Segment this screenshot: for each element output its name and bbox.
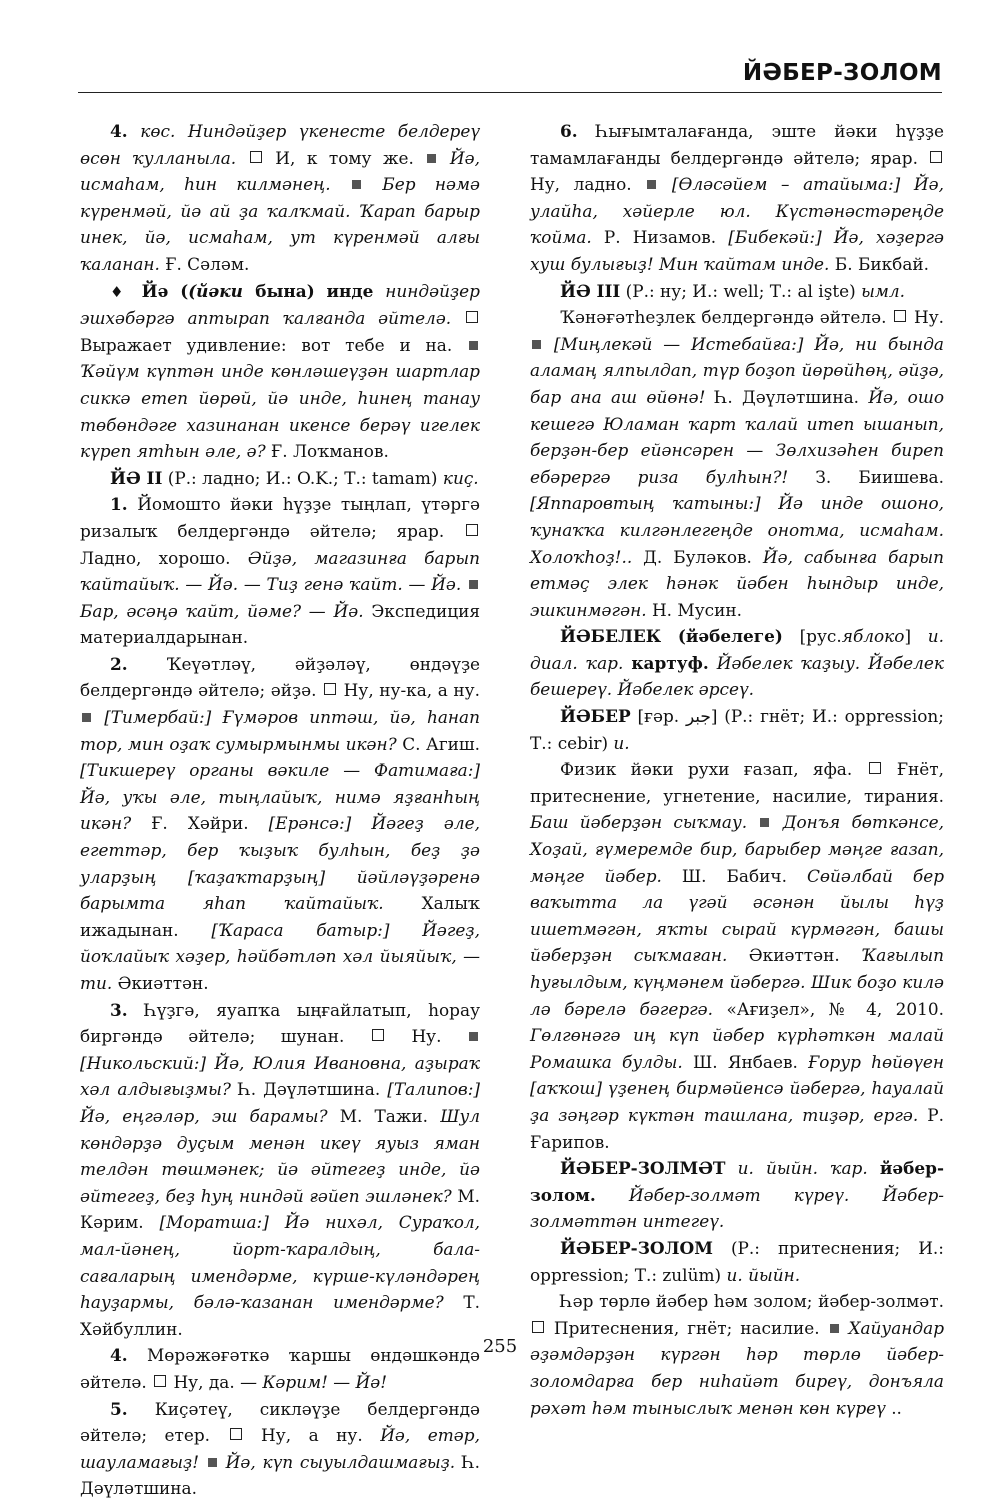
russian-marker-icon xyxy=(466,524,478,536)
running-header xyxy=(78,52,942,93)
citation-author: М. Кәрим. xyxy=(80,1185,480,1233)
example-text: Хайуандар әҙәмдәрҙән күргән һәр төрлө йәбер-золомдарға бер ниһайәт биреү, донъяла рәхәт һәм тыныслыҡ менән көн күреү xyxy=(530,1317,945,1418)
citation-author: Ш. Бабич. xyxy=(681,865,787,886)
russian-translation: Ну, ну-ка, а ну. xyxy=(343,680,480,701)
example-text: [Миңлекәй — Истебайға:] Йә, ни бында аламаң ялпылдап, түр боҙоп йөрөйһөң, әйҙә, бар ана аш өйөнә! xyxy=(530,333,945,407)
russian-translation: Ну. xyxy=(411,1026,442,1047)
etymology-word: яблоко xyxy=(841,626,905,647)
definition-text: Ҡәнәғәтһеҙлек белдергәндә әйтелә. xyxy=(560,307,887,328)
continuation-dots: .. xyxy=(891,1397,902,1418)
russian-translation: Ну, а ну. xyxy=(261,1425,363,1446)
russian-marker-icon xyxy=(466,311,478,323)
part-of-speech: ымл. xyxy=(861,280,905,301)
russian-marker-icon xyxy=(930,151,942,163)
citation-author: Н. Мусин. xyxy=(651,599,742,620)
cross-reference: картуф. xyxy=(631,652,709,673)
sense-2-paragraph xyxy=(80,651,480,997)
example-text: Йә, ошо кешегә Юламан ҡарт ҡалай итеп ышанып, берҙән-бер ейәнсәрен — Зөлхизәһен биреп ебәрергә риза булһын?! xyxy=(530,386,945,487)
sense-number: 2. xyxy=(110,653,128,674)
example-text: Йә, исмаһам, һин килмәнең. xyxy=(80,147,481,195)
russian-translation: Притеснения, гнёт; насилие. xyxy=(553,1317,820,1338)
sense-number: 4. xyxy=(110,121,128,141)
part-of-speech: и. йыйн. xyxy=(726,1264,801,1285)
diamond-icon: ♦ xyxy=(110,282,130,301)
example-marker-icon xyxy=(427,154,436,163)
example-marker-icon xyxy=(760,818,769,827)
entry-headword: ЙӘБЕЛЕК xyxy=(560,626,662,647)
example-text: [Тикшереү органы вәкиле — Фатимаға:] Йә, уҡы әле, тыңлайыҡ, нимә яҙғанһың икән? xyxy=(80,760,480,834)
part-of-speech: киҫ. xyxy=(442,467,479,488)
right-column xyxy=(530,118,944,1421)
example-text: Бар, әсәңә ҡайт, йәме? — Йә. xyxy=(80,600,364,621)
entry-variant: (йәбелеге) xyxy=(677,626,783,647)
citation-source: Халыҡ ижадынан. xyxy=(80,893,480,940)
russian-marker-icon xyxy=(894,310,906,322)
idiom-paragraph xyxy=(80,278,480,465)
definition-text: көс. Ниндәйҙер үкенесте белдереү өсөн ҡулланыла. xyxy=(80,121,480,168)
citation-author: Т. Хәйбуллин. xyxy=(80,1292,480,1339)
etymology-close: ] xyxy=(904,626,912,647)
example-marker-icon xyxy=(830,1324,839,1333)
russian-translation: Ғнёт, притеснение, угнетение, насилие, тирания. xyxy=(530,759,944,806)
part-of-speech: и. xyxy=(613,732,630,753)
definition-text: Мөрәжәғәткә ҡаршы өндәшкәндә әйтелә. xyxy=(80,1345,480,1392)
idiom-headword: Йә xyxy=(141,280,169,301)
example-text: [Талипов:] Йә, еңгәләр, эш барамы? xyxy=(80,1079,480,1126)
example-text: [Никольский:] Йә, Юлия Ивановна, аҙыраҡ хәл алдығыҙмы? xyxy=(80,1052,480,1100)
citation-source: «Ағиҙел», № 4, 2010. xyxy=(726,998,944,1019)
citation-source: Экспедиция материалдарынан. xyxy=(80,600,480,648)
example-text: Йә, күп сыуылдашмағыҙ. xyxy=(225,1451,456,1472)
cross-reference: йәбер-золом. xyxy=(530,1158,944,1205)
entry-ya3-body xyxy=(530,304,944,623)
entry-headword: ЙӘБЕР-ЗОЛМӘТ xyxy=(560,1158,726,1179)
russian-marker-icon xyxy=(324,683,336,695)
entry-translations: (Р.: притеснения; И.: oppression; Т.: zulüm) xyxy=(530,1237,944,1285)
example-text: [Бибекәй:] Йә, хәҙергә хуш булығыҙ! Мин ҡайтам инде. xyxy=(530,227,945,274)
entry-ya3-header xyxy=(530,278,944,305)
example-marker-icon xyxy=(532,340,541,349)
definition-text: Киҫәтеү, сикләүҙе белдергәндә әйтелә; етер. xyxy=(80,1398,480,1446)
arabic-script: جبر xyxy=(685,706,711,727)
citation-author: Һ. Дәүләтшина. xyxy=(714,386,860,407)
definition-text: Физик йәки рухи ғазап, яфа. xyxy=(560,759,853,780)
citation-author: Д. Буләков. xyxy=(643,546,752,567)
entry-headword: ЙӘ III xyxy=(560,280,621,301)
example-text: Йәбелек ҡаҙыу. Йәбелек бешереү. Йәбелек әрсеү. xyxy=(530,652,944,700)
russian-marker-icon xyxy=(532,1321,544,1333)
example-marker-icon xyxy=(82,713,91,722)
example-text: Гөлгөнәгә иң күп йәбер күрһәткән малай Ромашка булды. xyxy=(530,1025,944,1072)
etymology: [рус. xyxy=(799,626,842,647)
idiom-variant-word: бына) xyxy=(255,280,315,301)
entry-headword: ЙӘБЕР-ЗОЛОМ xyxy=(560,1237,713,1258)
example-text: Йә, етәр, шауламағыҙ! xyxy=(80,1425,480,1472)
entry-headword: ЙӘБЕР xyxy=(560,706,631,727)
sense-number: 5. xyxy=(110,1398,128,1419)
grammar-note: и. йыйн. ҡар. xyxy=(737,1158,868,1179)
example-marker-icon xyxy=(647,180,656,189)
citation-source: Әкиәттән. xyxy=(748,945,840,966)
entry-translations: ] (Р.: гнёт; И.: oppression; Т.: cebir) xyxy=(530,706,944,753)
sense-6-paragraph xyxy=(530,118,944,278)
russian-translation: Ну. xyxy=(913,307,945,328)
citation-author: Б. Бикбай. xyxy=(834,253,930,274)
definition-text: Йомошто йәки һүҙҙе тыңлап, үтәргә ризалыҡ белдергәндә әйтелә; ярар. xyxy=(80,494,481,541)
idiom-variant: ((йәки бына) xyxy=(180,280,315,301)
entry-headword: ЙӘ II xyxy=(110,467,163,488)
example-text: Ҡәйүм күптән инде көнләшеүҙән шартлар сиккә етеп йөрөй, йә инде, һинең танау төбөндәге хазинанан икенсе берәү игелек күреп ятһын әле, ә? xyxy=(80,361,480,462)
example-text: [Өләсәйем – атайыма:] Йә, улайһа, хәйерле юл. Күстәнәстәреңде ҡойма. xyxy=(530,174,944,248)
example-text: Йә, сабынға барып етмәҫ элек һәнәк йәбен һындыр инде, эшкинмәгән. xyxy=(530,546,944,620)
sense-3-paragraph xyxy=(80,997,480,1343)
russian-marker-icon xyxy=(154,1375,166,1387)
example-text: [Ерәнсә:] Йәгеҙ әле, егеттәр, бер ҡыҙыҡ булһын, беҙ ҙә уларҙың [ҡаҙаҡтарҙың] йәйләүҙәренә барымта яһап ҡайтайыҡ. xyxy=(80,813,480,914)
sense-number: 6. xyxy=(560,121,578,141)
example-text: Ғорур һөйөүен [аҡҡош] үҙенең бирмәйенсә йәбергә, һауалай ҙа зәңгәр күктән ташлана, тиҙәр, ергә. xyxy=(530,1051,944,1125)
example-text: Әйҙә, магазинға барып ҡайтайыҡ. — Йә. — Тиҙ генә ҡайт. — Йә. xyxy=(80,547,480,595)
example-marker-icon xyxy=(469,580,478,589)
definition-text: Һәр төрлө йәбер һәм золом; йәбер-золмәт. xyxy=(560,1291,944,1312)
sense-number: 4. xyxy=(110,1345,128,1366)
example-text: Донъя бөткәнсе, Хоҙай, ғүмеремде бир, барыбер мәңге ғазап, мәңге йәбер. xyxy=(530,812,945,886)
russian-translation: Ну, да. xyxy=(173,1371,235,1392)
grammar-note: и. диал. ҡар. xyxy=(530,626,944,673)
example-text: [Ҡараса батыр:] Йәгеҙ, йоҡлайыҡ хәҙер, һәйбәтләп хәл йыяйыҡ, — ти. xyxy=(80,919,480,993)
entry-translations: (Р.: ладно; И.: O.K.; Т.: tamam) xyxy=(167,467,438,488)
russian-marker-icon xyxy=(250,151,262,163)
example-marker-icon xyxy=(469,1032,478,1041)
citation-author: Һ. Дәүләтшина. xyxy=(80,1451,481,1499)
example-marker-icon xyxy=(352,180,361,189)
russian-marker-icon xyxy=(230,1428,242,1440)
header-title: ЙӘБЕР-ЗОЛОМ xyxy=(742,60,942,86)
russian-marker-icon xyxy=(372,1029,384,1041)
citation-author: Ғ. Сәләм. xyxy=(165,253,250,274)
example-text: [Яппаровтың ҡатыны:] Йә инде ошоно, ҡунаҡҡа килгәнлегеңде онотма, исмаһам. Холоҡһоҙ!.. xyxy=(530,493,944,567)
example-text: Шул көндәрҙә дуҫым менән икеү яуыз яман телдән төшмәнек; йә әйтегеҙ инде, йә әйтегеҙ, беҙ һуң ниндәй ғәйеп эшләнек? xyxy=(80,1105,481,1206)
example-text: — Кәрим! — Йә! xyxy=(240,1371,388,1392)
citation-author: Р. Низамов. xyxy=(603,227,717,248)
definition-text: Һүҙгә, яуапҡа ыңғайлатып, һорау биргәндә әйтелә; шунан. xyxy=(80,999,481,1047)
citation-author: Р. Ғарипов. xyxy=(530,1104,944,1152)
citation-author: З. Биишева. xyxy=(815,466,944,487)
citation-author: Ғ. Лоҡманов. xyxy=(271,441,389,462)
entry-yaber-header xyxy=(530,703,944,756)
idiom-headword-end: инде xyxy=(326,280,374,301)
russian-translation: Ну, ладно. xyxy=(530,174,632,195)
definition-text: Һығымталағанда, эште йәки һүҙҙе тамамлағанды белдергәндә әйтелә; ярар. xyxy=(530,121,944,168)
left-column xyxy=(80,118,480,1502)
russian-translation: Выражает удивление: вот тебе и на. xyxy=(80,334,453,355)
sense-number: 1. xyxy=(110,494,128,515)
example-text: Баш йәберҙән сыҡмау. xyxy=(530,812,748,833)
russian-translation: Ладно, хорошо. xyxy=(80,547,231,568)
definition-text: Ҡеүәтләү, әйҙәләү, өндәүҙе белдергәндә әйтелә; әйҙә. xyxy=(80,653,480,701)
example-text: [Моратша:] Йә нихәл, Сураҡол, мал-йәнең, йорт-ҡаралдың, бала-сағаларың имендәрме, күрше-күләндәрең һауҙармы, бәлә-ҡазанан имендәрме? xyxy=(80,1212,480,1313)
entry-yaber-zolmat xyxy=(530,1155,944,1235)
definition-text: ниндәйҙер эшхәбәргә аптырап ҡалғанда әйтелә. xyxy=(80,280,480,329)
etymology: [ғәр. xyxy=(637,706,680,727)
entry-translations: (Р.: ну; И.: well; Т.: al işte) xyxy=(625,280,856,301)
citation-author: Ғ. Хәйри. xyxy=(151,813,249,834)
example-marker-icon xyxy=(208,1458,217,1467)
entry-yaber-body xyxy=(530,756,944,1155)
entry-ya2-header xyxy=(80,465,480,492)
sense-4-paragraph xyxy=(80,118,480,278)
sense-5-paragraph xyxy=(80,1396,480,1502)
citation-author: М. Тажи. xyxy=(339,1105,429,1126)
citation-source: Әкиәттән. xyxy=(117,973,209,993)
sense-number: 3. xyxy=(110,999,128,1020)
citation-author: Һ. Дәүләтшина. xyxy=(238,1079,381,1100)
example-text: Ҡағылып һуғылдым, күңмәнем йәбергә. Шик боҙо килә лә бәрелә бәгергә. xyxy=(530,945,944,1019)
entry-yabelek xyxy=(530,623,944,703)
russian-translation: И, к тому же. xyxy=(275,147,414,168)
example-marker-icon xyxy=(469,341,478,350)
page-number: 255 xyxy=(482,1336,518,1357)
sense-1-paragraph xyxy=(80,491,480,651)
example-text: Бер нәмә күренмәй, йә ай ҙа ҡалҡмай. Ҡарап барыр инек, йә, исмаһам, ут күренмәй алғы ҡаланан. xyxy=(80,174,480,274)
citation-author: Ш. Янбаев. xyxy=(692,1051,798,1072)
idiom-variant-ital: (йәки xyxy=(188,280,243,301)
citation-author: С. Агиш. xyxy=(402,733,480,754)
example-text: Сөйәлбай бер ваҡытта ла үгәй әсәнән йылы һүҙ ишетмәгән, яҡты сырай күрмәгән, башы йәберҙән сыҡмаған. xyxy=(530,865,945,966)
example-text: Йәбер-золмәт күреү. Йәбер-золмәттән интегеү. xyxy=(530,1184,944,1232)
entry-yaber-zolom-header xyxy=(530,1235,944,1288)
example-text: [Тимербай:] Ғүмәров иптәш, йә, һанап тор, мин оҙаҡ сумырмынмы икән? xyxy=(80,707,481,754)
russian-marker-icon xyxy=(869,762,881,774)
